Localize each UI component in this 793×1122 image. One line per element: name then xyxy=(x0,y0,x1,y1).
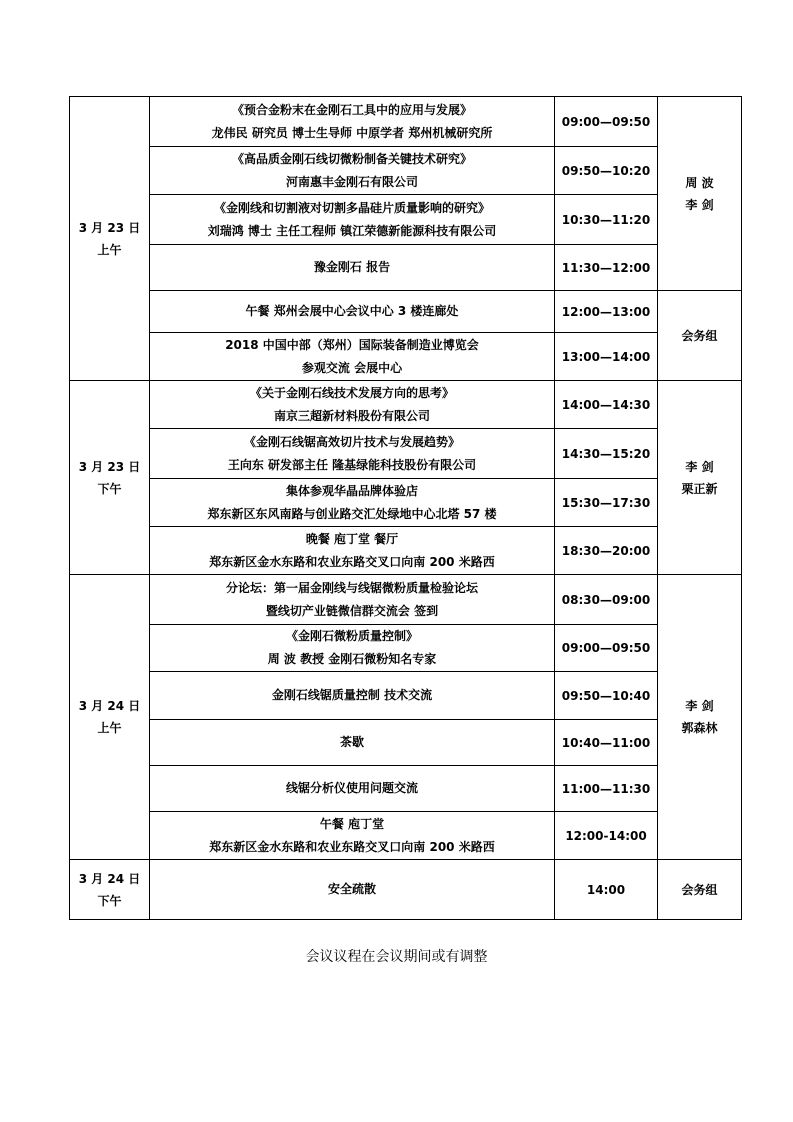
date-period: 下午 xyxy=(97,893,122,908)
agenda-item: 金刚石线锯质量控制 技术交流 xyxy=(150,672,555,720)
agenda-item: 晚餐 庖丁堂 餐厅 郑东新区金水东路和农业东路交叉口向南 200 米路西 xyxy=(150,527,555,575)
time-cell: 10:40—11:00 xyxy=(555,720,658,766)
date-period: 上午 xyxy=(97,242,122,257)
agenda-item: 午餐 庖丁堂 郑东新区金水东路和农业东路交叉口向南 200 米路西 xyxy=(150,812,555,860)
time-cell: 10:30—11:20 xyxy=(555,195,658,245)
time-cell: 09:50—10:20 xyxy=(555,147,658,195)
time-cell: 11:30—12:00 xyxy=(555,245,658,291)
time-cell: 12:00-14:00 xyxy=(555,812,658,860)
agenda-item: 《金刚石线锯高效切片技术与发展趋势》 王向东 研发部主任 隆基绿能科技股份有限公司 xyxy=(150,429,555,479)
responsible-cell: 会务组 xyxy=(658,291,742,381)
date-cell xyxy=(70,97,150,381)
time-cell: 18:30—20:00 xyxy=(555,527,658,575)
time-cell: 09:00—09:50 xyxy=(555,97,658,147)
table-row xyxy=(70,147,742,195)
time-cell: 09:50—10:40 xyxy=(555,672,658,720)
agenda-item: 《高品质金刚石线切微粉制备关键技术研究》 河南惠丰金刚石有限公司 xyxy=(150,147,555,195)
table-row xyxy=(70,479,742,527)
date-cell xyxy=(70,575,150,860)
table-row xyxy=(70,527,742,575)
date-day: 3 月 23 日 xyxy=(78,220,141,235)
date-cell xyxy=(70,860,150,920)
time-cell: 09:00—09:50 xyxy=(555,625,658,672)
agenda-item: 《关于金刚石线技术发展方向的思考》 南京三超新材料股份有限公司 xyxy=(150,381,555,429)
agenda-item: 茶歇 xyxy=(150,720,555,766)
agenda-item: 豫金刚石 报告 xyxy=(150,245,555,291)
footer-note: 会议议程在会议期间或有调整 xyxy=(305,949,488,965)
date-period: 上午 xyxy=(97,721,122,735)
date-period: 下午 xyxy=(97,481,122,496)
time-cell: 11:00—11:30 xyxy=(555,766,658,812)
table-row xyxy=(70,245,742,291)
table-row xyxy=(70,333,742,381)
time-cell: 14:00—14:30 xyxy=(555,381,658,429)
agenda-item: 安全疏散 xyxy=(150,860,555,920)
table-row xyxy=(70,575,742,625)
table-row xyxy=(70,381,742,429)
table-row xyxy=(70,429,742,479)
agenda-item: 《预合金粉末在金刚石工具中的应用与发展》 龙伟民 研究员 博士生导师 中原学者 郑州机械研究所 xyxy=(150,97,555,147)
table-row xyxy=(70,97,742,147)
agenda-item: 线锯分析仪使用问题交流 xyxy=(150,766,555,812)
agenda-item: 分论坛：第一届金刚线与线锯微粉质量检验论坛 暨线切产业链微信群交流会 签到 xyxy=(150,575,555,625)
table-row xyxy=(70,766,742,812)
agenda-item: 《金刚线和切割液对切割多晶硅片质量影响的研究》 刘瑞鸿 博士 主任工程师 镇江荣德新能源科技有限公司 xyxy=(150,195,555,245)
table-row xyxy=(70,860,742,920)
date-day: 3 月 24 日 xyxy=(78,871,141,886)
table-row xyxy=(70,812,742,860)
table-row xyxy=(70,195,742,245)
agenda-item: 2018 中国中部（郑州）国际装备制造业博览会 参观交流 会展中心 xyxy=(150,333,555,381)
time-cell: 12:00—13:00 xyxy=(555,291,658,333)
table-row xyxy=(70,625,742,672)
table-row xyxy=(70,720,742,766)
table-row xyxy=(70,291,742,333)
agenda-table xyxy=(69,96,742,920)
responsible-cell: 会务组 xyxy=(658,860,742,920)
time-cell: 14:00 xyxy=(555,860,658,920)
agenda-item: 集体参观华晶品牌体验店 郑东新区东风南路与创业路交汇处绿地中心北塔 57 楼 xyxy=(150,479,555,527)
date-cell xyxy=(70,381,150,575)
date-day: 3 月 24 日 xyxy=(78,699,141,713)
time-cell: 13:00—14:00 xyxy=(555,333,658,381)
responsible-cell: 李 剑 栗正新 xyxy=(658,381,742,575)
time-cell: 08:30—09:00 xyxy=(555,575,658,625)
responsible-cell: 李 剑 郭森林 xyxy=(658,575,742,860)
time-cell: 14:30—15:20 xyxy=(555,429,658,479)
date-day: 3 月 23 日 xyxy=(78,459,141,474)
time-cell: 15:30—17:30 xyxy=(555,479,658,527)
agenda-item: 午餐 郑州会展中心会议中心 3 楼连廊处 xyxy=(150,291,555,333)
table-row xyxy=(70,672,742,720)
agenda-item: 《金刚石微粉质量控制》 周 波 教授 金刚石微粉知名专家 xyxy=(150,625,555,672)
responsible-cell: 周 波 李 剑 xyxy=(658,97,742,291)
